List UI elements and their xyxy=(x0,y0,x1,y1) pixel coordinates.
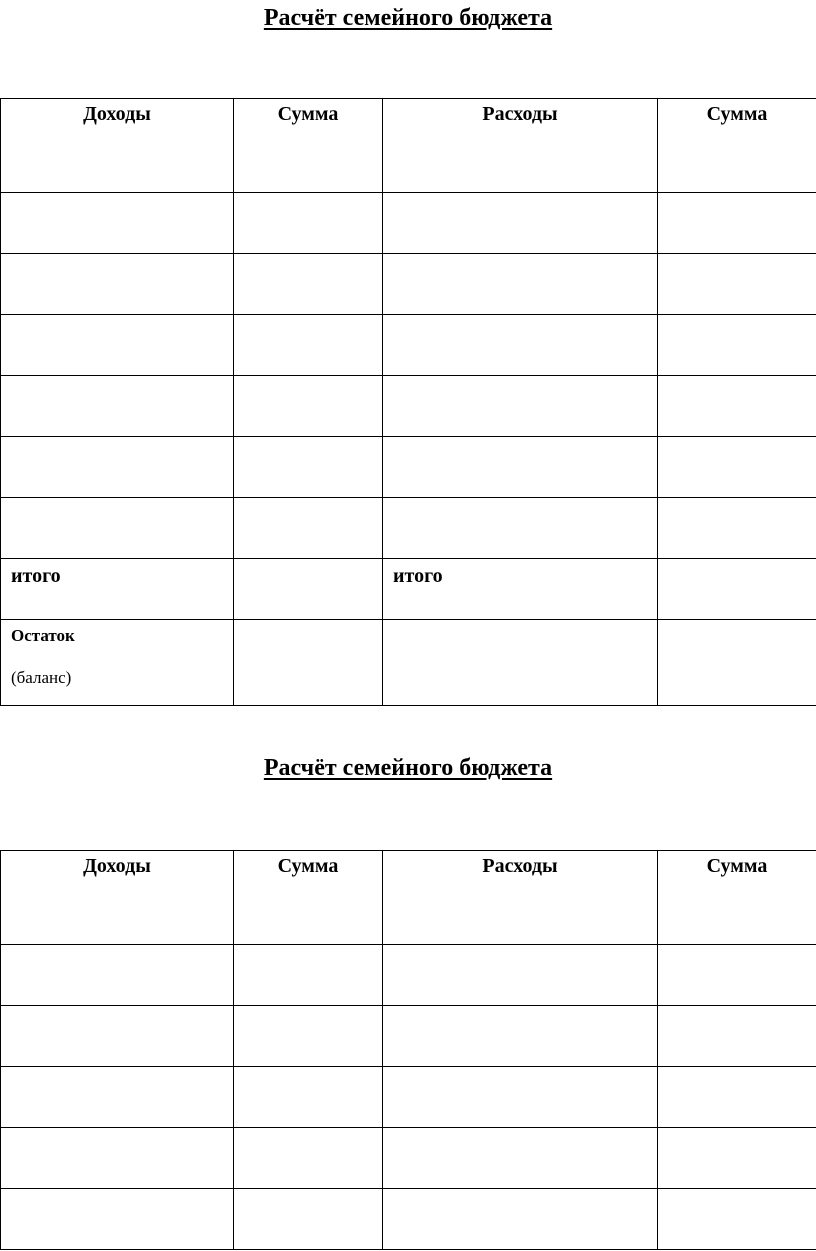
column-header-expenses: Расходы xyxy=(383,851,658,945)
income-sum-cell[interactable] xyxy=(234,315,383,376)
totals-row xyxy=(1,559,816,620)
table-row xyxy=(1,315,816,376)
total-income-label: итого xyxy=(1,559,234,620)
income-cell[interactable] xyxy=(1,1006,234,1067)
expense-sum-cell[interactable] xyxy=(658,254,816,315)
remainder-empty-cell[interactable] xyxy=(383,620,658,706)
table-row xyxy=(1,498,816,559)
total-expenses-label: итого xyxy=(383,559,658,620)
column-header-income-sum: Сумма xyxy=(234,99,383,193)
table-header-row xyxy=(1,99,816,193)
expense-cell[interactable] xyxy=(383,437,658,498)
table-header-row xyxy=(1,851,816,945)
table-row xyxy=(1,1189,816,1250)
column-header-expenses: Расходы xyxy=(383,99,658,193)
income-cell[interactable] xyxy=(1,945,234,1006)
table-row xyxy=(1,254,816,315)
expense-sum-cell[interactable] xyxy=(658,1189,816,1250)
expense-cell[interactable] xyxy=(383,1006,658,1067)
income-cell[interactable] xyxy=(1,376,234,437)
income-cell[interactable] xyxy=(1,498,234,559)
table-row xyxy=(1,193,816,254)
income-sum-cell[interactable] xyxy=(234,1189,383,1250)
total-expenses-sum-cell[interactable] xyxy=(658,559,816,620)
income-sum-cell[interactable] xyxy=(234,376,383,437)
expense-sum-cell[interactable] xyxy=(658,376,816,437)
income-cell[interactable] xyxy=(1,315,234,376)
expense-sum-cell[interactable] xyxy=(658,437,816,498)
table-row xyxy=(1,376,816,437)
income-cell[interactable] xyxy=(1,1067,234,1128)
income-sum-cell[interactable] xyxy=(234,1006,383,1067)
table-row xyxy=(1,437,816,498)
expense-cell[interactable] xyxy=(383,376,658,437)
expense-cell[interactable] xyxy=(383,254,658,315)
income-sum-cell[interactable] xyxy=(234,1067,383,1128)
column-header-income: Доходы xyxy=(1,851,234,945)
expense-sum-cell[interactable] xyxy=(658,1067,816,1128)
budget-table xyxy=(0,850,816,1250)
income-sum-cell[interactable] xyxy=(234,945,383,1006)
expense-sum-cell[interactable] xyxy=(658,1006,816,1067)
table-row xyxy=(1,1067,816,1128)
remainder-sublabel: (баланс) xyxy=(11,668,72,687)
table-row xyxy=(1,945,816,1006)
income-cell[interactable] xyxy=(1,254,234,315)
remainder-empty-cell[interactable] xyxy=(658,620,816,706)
expense-sum-cell[interactable] xyxy=(658,1128,816,1189)
table-row xyxy=(1,1128,816,1189)
income-sum-cell[interactable] xyxy=(234,498,383,559)
expense-cell[interactable] xyxy=(383,315,658,376)
income-cell[interactable] xyxy=(1,193,234,254)
expense-cell[interactable] xyxy=(383,193,658,254)
income-sum-cell[interactable] xyxy=(234,193,383,254)
income-sum-cell[interactable] xyxy=(234,437,383,498)
expense-sum-cell[interactable] xyxy=(658,498,816,559)
column-header-expenses-sum: Сумма xyxy=(658,99,816,193)
expense-sum-cell[interactable] xyxy=(658,193,816,254)
remainder-label-cell xyxy=(1,620,234,706)
expense-sum-cell[interactable] xyxy=(658,315,816,376)
income-cell[interactable] xyxy=(1,437,234,498)
expense-cell[interactable] xyxy=(383,1067,658,1128)
page-title: Расчёт семейного бюджета xyxy=(263,5,553,31)
income-cell[interactable] xyxy=(1,1189,234,1250)
income-sum-cell[interactable] xyxy=(234,254,383,315)
expense-cell[interactable] xyxy=(383,498,658,559)
remainder-value-cell[interactable] xyxy=(234,620,383,706)
income-cell[interactable] xyxy=(1,1128,234,1189)
expense-cell[interactable] xyxy=(383,945,658,1006)
total-income-sum-cell[interactable] xyxy=(234,559,383,620)
expense-cell[interactable] xyxy=(383,1128,658,1189)
table-row xyxy=(1,1006,816,1067)
budget-table xyxy=(0,98,816,706)
expense-sum-cell[interactable] xyxy=(658,945,816,1006)
income-sum-cell[interactable] xyxy=(234,1128,383,1189)
expense-cell[interactable] xyxy=(383,1189,658,1250)
column-header-expenses-sum: Сумма xyxy=(658,851,816,945)
column-header-income: Доходы xyxy=(1,99,234,193)
page-title: Расчёт семейного бюджета xyxy=(263,755,553,781)
remainder-row xyxy=(1,620,816,706)
remainder-label: Остаток xyxy=(11,626,75,645)
column-header-income-sum: Сумма xyxy=(234,851,383,945)
